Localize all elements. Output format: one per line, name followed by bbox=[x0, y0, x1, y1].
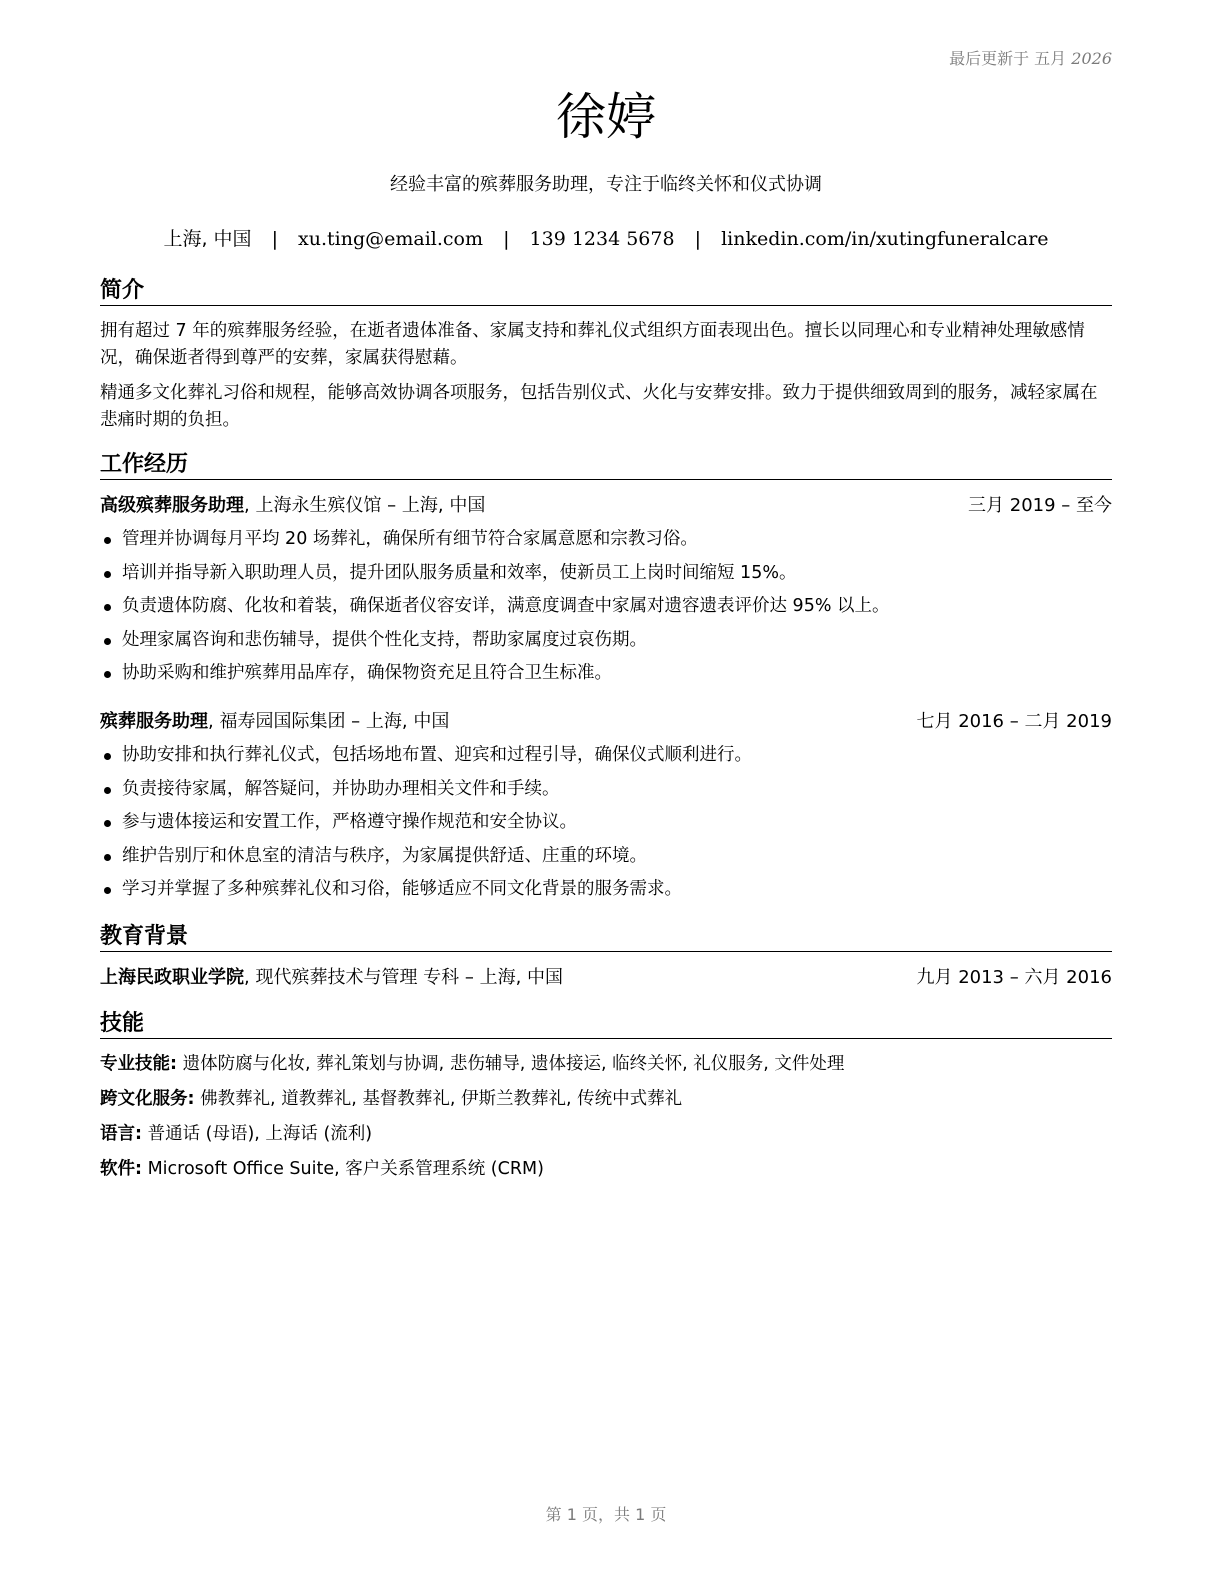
job-org: , 福寿园国际集团 – 上海, 中国 bbox=[208, 710, 450, 732]
skill-value: Microsoft Office Suite, 客户关系管理系统 (CRM) bbox=[142, 1159, 544, 1179]
job-date: 三月 2019 – 至今 bbox=[968, 495, 1112, 516]
job-role: 殡葬服务助理 bbox=[100, 710, 208, 732]
contact-separator: | bbox=[271, 228, 278, 250]
skills-section bbox=[100, 1011, 1112, 1187]
job-header bbox=[100, 493, 1112, 519]
education-detail: , 现代殡葬技术与管理 专科 – 上海, 中国 bbox=[244, 967, 564, 988]
last-updated-label: 最后更新于 五月 bbox=[949, 49, 1067, 68]
skill-value: 普通话 (母语), 上海话 (流利) bbox=[142, 1124, 373, 1144]
job-header bbox=[100, 709, 1112, 735]
skill-label: 软件: bbox=[100, 1159, 142, 1179]
skill-line bbox=[100, 1117, 1112, 1152]
job-org: , 上海永生殡仪馆 – 上海, 中国 bbox=[244, 495, 486, 516]
summary-paragraph: 精通多文化葬礼习俗和规程，能够高效协调各项服务，包括告别仪式、火化与安葬安排。致力于提供细致周到的服务，减轻家属在悲痛时期的负担。 bbox=[100, 383, 1098, 430]
contact-separator: | bbox=[694, 228, 702, 250]
education-section bbox=[100, 924, 1112, 991]
section-title-education: 教育背景 bbox=[100, 924, 1112, 952]
tagline: 经验丰富的殡葬服务助理，专注于临终关怀和仪式协调 bbox=[390, 174, 822, 195]
job-entry bbox=[100, 709, 1112, 907]
contact-email[interactable]: xu.ting@email.com bbox=[298, 228, 484, 250]
job-date: 七月 2016 – 二月 2019 bbox=[916, 710, 1112, 732]
contact-line bbox=[100, 224, 1112, 251]
job-bullet: 负责接待家属，解答疑问，并协助办理相关文件和手续。 bbox=[100, 773, 1112, 807]
contact-linkedin[interactable]: linkedin.com/in/xutingfuneralcare bbox=[721, 228, 1049, 250]
contact-separator: | bbox=[503, 228, 510, 250]
resume-page bbox=[100, 0, 1112, 1584]
skill-label: 跨文化服务: bbox=[100, 1089, 195, 1109]
job-bullets bbox=[100, 523, 1112, 691]
skill-label: 专业技能: bbox=[100, 1054, 177, 1074]
skill-line bbox=[100, 1152, 1112, 1187]
skill-line bbox=[100, 1082, 1112, 1117]
last-updated bbox=[949, 46, 1112, 69]
education-date: 九月 2013 – 六月 2016 bbox=[916, 967, 1112, 988]
education-school: 上海民政职业学院 bbox=[100, 967, 244, 988]
skill-value: 佛教葬礼, 道教葬礼, 基督教葬礼, 伊斯兰教葬礼, 传统中式葬礼 bbox=[194, 1089, 683, 1109]
job-bullet: 管理并协调每月平均 20 场葬礼，确保所有细节符合家属意愿和宗教习俗。 bbox=[100, 523, 1112, 557]
job-bullet: 参与遗体接运和安置工作，严格遵守操作规范和安全协议。 bbox=[100, 806, 1112, 840]
section-title-skills: 技能 bbox=[100, 1011, 1112, 1039]
job-bullet: 协助采购和维护殡葬用品库存，确保物资充足且符合卫生标准。 bbox=[100, 657, 1112, 691]
page-footer: 第 1 页，共 1 页 bbox=[545, 1505, 667, 1524]
job-entry bbox=[100, 493, 1112, 691]
job-bullet: 协助安排和执行葬礼仪式，包括场地布置、迎宾和过程引导，确保仪式顺利进行。 bbox=[100, 739, 1112, 773]
last-updated-year: 2026 bbox=[1071, 49, 1112, 68]
summary-section bbox=[100, 278, 1112, 434]
job-role: 高级殡葬服务助理 bbox=[100, 495, 244, 516]
skill-label: 语言: bbox=[100, 1124, 142, 1144]
skill-value: 遗体防腐与化妆, 葬礼策划与协调, 悲伤辅导, 遗体接运, 临终关怀, 礼仪服务, 文件处理 bbox=[177, 1054, 845, 1074]
section-title-summary: 简介 bbox=[100, 278, 1112, 306]
contact-phone[interactable]: 139 1234 5678 bbox=[529, 228, 675, 250]
experience-section bbox=[100, 452, 1112, 907]
job-bullets bbox=[100, 739, 1112, 907]
job-bullet: 维护告别厅和休息室的清洁与秩序，为家属提供舒适、庄重的环境。 bbox=[100, 840, 1112, 874]
job-bullet: 处理家属咨询和悲伤辅导，提供个性化支持，帮助家属度过哀伤期。 bbox=[100, 624, 1112, 658]
job-bullet: 负责遗体防腐、化妆和着装，确保逝者仪容安详，满意度调查中家属对遗容遗表评价达 95% 以上。 bbox=[100, 590, 1112, 624]
candidate-name: 徐婷 bbox=[556, 88, 656, 146]
summary-paragraph: 拥有超过 7 年的殡葬服务经验，在逝者遗体准备、家属支持和葬礼仪式组织方面表现出色。擅长以同理心和专业精神处理敏感情况，确保逝者得到尊严的安葬，家属获得慰藉。 bbox=[100, 321, 1085, 368]
job-bullet: 学习并掌握了多种殡葬礼仪和习俗，能够适应不同文化背景的服务需求。 bbox=[100, 873, 1112, 907]
education-entry bbox=[100, 965, 1112, 991]
contact-location: 上海, 中国 bbox=[163, 228, 252, 250]
skill-line bbox=[100, 1047, 1112, 1082]
job-bullet: 培训并指导新入职助理人员，提升团队服务质量和效率，使新员工上岗时间缩短 15%。 bbox=[100, 557, 1112, 591]
section-title-experience: 工作经历 bbox=[100, 452, 1112, 480]
